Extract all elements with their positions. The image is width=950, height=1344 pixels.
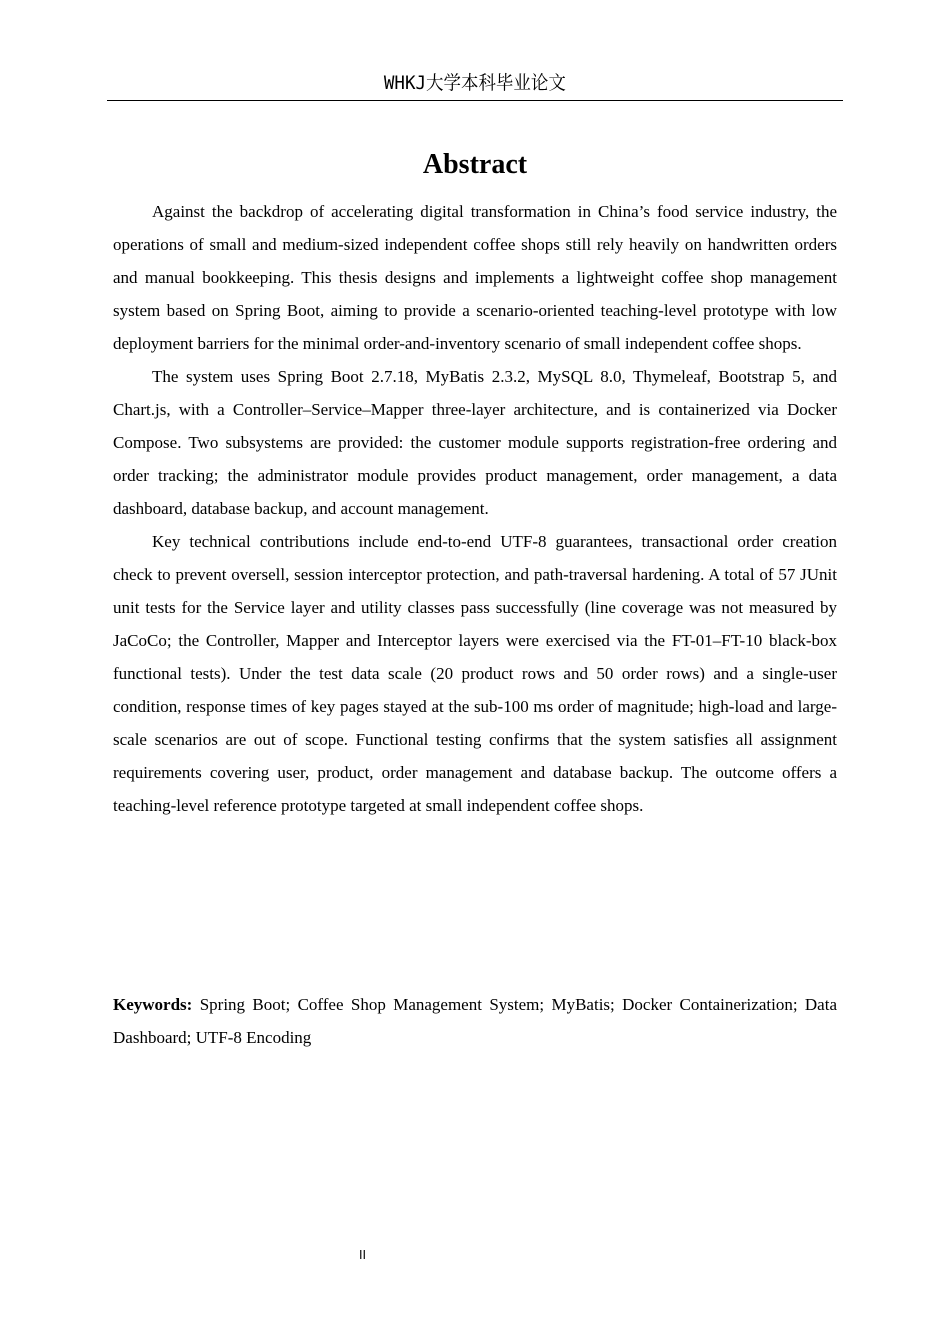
keywords-label: Keywords:	[113, 995, 193, 1014]
abstract-paragraph-3: Key technical contributions include end-to-end UTF-8 guarantees, transactional order creation check to prevent oversell, session interceptor protection, and path-traversal hardening. A total of 57 JUnit unit tests for the Service layer and utility classes pass successfully (line coverage was not measured by JaCoCo; the Controller, Mapper and Interceptor layers were exercised via the FT-01–FT-10 black-box functional tests). Under the test data scale (20 product rows and 50 order rows) and a single-user condition, response times of key pages stayed at the sub-100 ms order of magnitude; high-load and large-scale scenarios are out of scope. Functional testing confirms that the system satisfies all assignment requirements covering user, product, order management and database backup. The outcome offers a teaching-level reference prototype targeted at small independent coffee shops.	[113, 532, 837, 815]
abstract-body	[113, 195, 837, 822]
header-title: WHKJ大学本科毕业论文	[384, 72, 566, 94]
abstract-paragraph-2: The system uses Spring Boot 2.7.18, MyBatis 2.3.2, MySQL 8.0, Thymeleaf, Bootstrap 5, and Chart.js, with a Controller–Service–Mapper three-layer architecture, and is containerized via Docker Compose. Two subsystems are provided: the customer module supports registration-free ordering and order tracking; the administrator module provides product management, order management, a data dashboard, database backup, and account management.	[113, 367, 837, 518]
keywords-section	[113, 988, 837, 1054]
page-number: II	[359, 1248, 367, 1262]
running-header	[107, 70, 843, 101]
abstract-title: Abstract	[422, 149, 528, 180]
keywords-text: Spring Boot; Coffee Shop Management System; MyBatis; Docker Containerization; Data Dashboard; UTF-8 Encoding	[113, 995, 837, 1047]
abstract-paragraph-1: Against the backdrop of accelerating digital transformation in China’s food service industry, the operations of small and medium-sized independent coffee shops still rely heavily on handwritten orders and manual bookkeeping. This thesis designs and implements a lightweight coffee shop management system based on Spring Boot, aiming to provide a scenario-oriented teaching-level prototype with low deployment barriers for the minimal order-and-inventory scenario of small independent coffee shops.	[113, 202, 837, 353]
